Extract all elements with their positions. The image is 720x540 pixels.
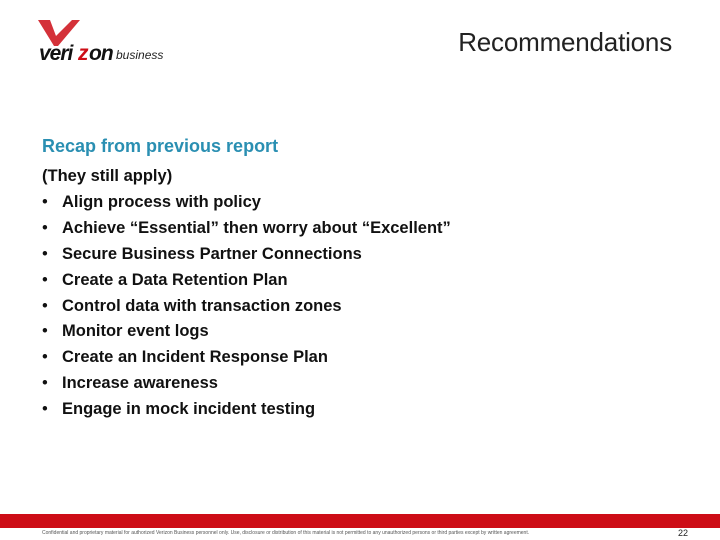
list-item: • Create an Incident Response Plan [42, 345, 451, 371]
bullet-icon: • [42, 244, 48, 263]
bullet-icon: • [42, 296, 48, 315]
bullet-icon: • [42, 400, 48, 419]
svg-text:business: business [116, 48, 164, 62]
list-item: • Increase awareness [42, 371, 451, 397]
list-item: • Secure Business Partner Connections [42, 242, 451, 268]
footer-red-stripe [0, 514, 720, 528]
svg-text:z: z [78, 42, 88, 65]
recommendation-list [42, 190, 451, 423]
list-item: • Engage in mock incident testing [42, 397, 451, 423]
recap-content [42, 164, 451, 423]
bullet-icon: • [42, 348, 48, 367]
slide-title: Recommendations [458, 27, 672, 57]
confidentiality-notice: Confidential and proprietary material for authorized Verizon Business personnel only. Use, disclosure or distribution of this material is not permitted to any unauthorized persons or third parties except by written agreement. [42, 530, 530, 536]
svg-text:veri: veri [39, 42, 73, 65]
bullet-icon: • [42, 322, 48, 341]
svg-text:on: on [89, 42, 113, 65]
list-item: • Align process with policy [42, 190, 451, 216]
list-item: • Create a Data Retention Plan [42, 268, 451, 294]
page-number: 22 [678, 528, 689, 538]
list-item: • Achieve “Essential” then worry about “Excellent” [42, 216, 451, 242]
recap-note: (They still apply) [42, 167, 173, 185]
recap-heading: Recap from previous report [42, 136, 279, 156]
list-item: • Monitor event logs [42, 319, 451, 345]
bullet-icon: • [42, 270, 48, 289]
verizon-business-logo [36, 16, 166, 70]
list-item: • Control data with transaction zones [42, 294, 451, 320]
bullet-icon: • [42, 218, 48, 237]
bullet-icon: • [42, 192, 48, 211]
bullet-icon: • [42, 374, 48, 393]
